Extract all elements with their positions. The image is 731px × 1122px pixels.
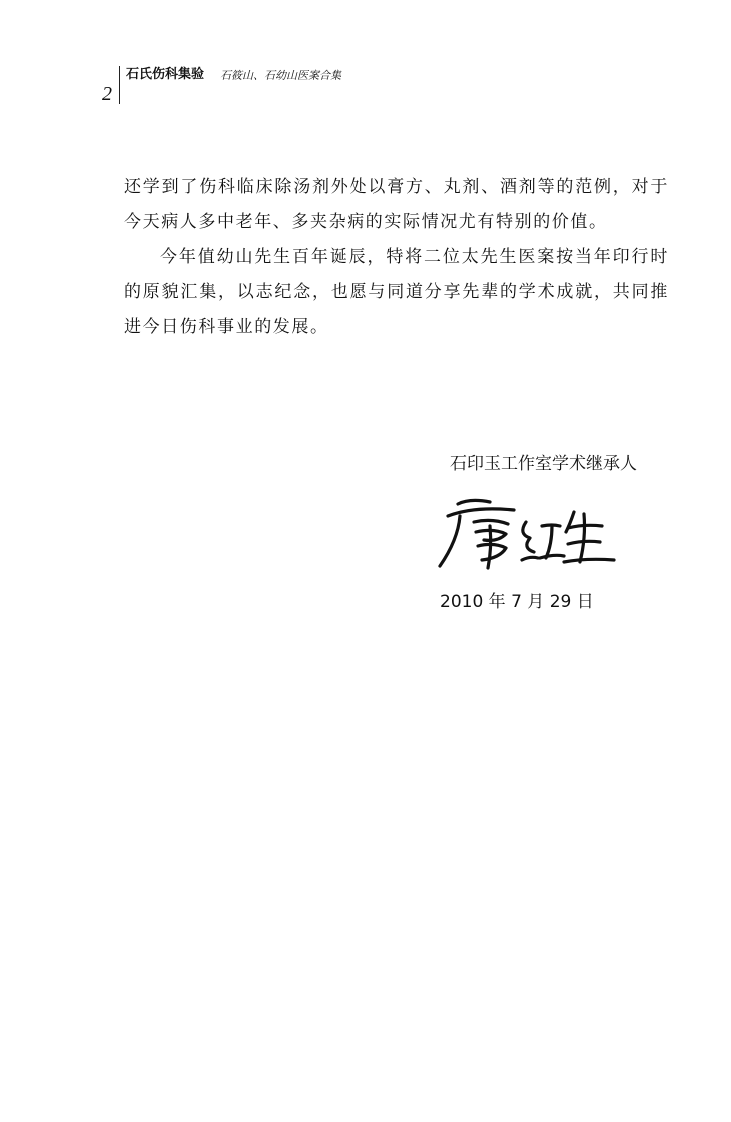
signature-date: 2010 年 7 月 29 日 [440, 592, 594, 612]
paragraph: 今年值幼山先生百年诞辰，特将二位太先生医案按当年印行时的原貌汇集，以志纪念，也愿与同道分享先辈的学术成就，共同推进今日伤科事业的发展。 [124, 247, 669, 337]
signer-title: 石印玉工作室学术继承人 [450, 454, 637, 474]
paragraph: 还学到了伤科临床除汤剂外处以膏方、丸剂、酒剂等的范例，对于今天病人多中老年、多夹杂病的实际情况尤有特别的价值。 [124, 177, 669, 232]
header-divider [119, 66, 120, 84]
book-title: 石氏伤科集验 [126, 67, 205, 82]
handwritten-signature [418, 488, 618, 578]
page-number: 2 [102, 83, 112, 105]
running-header [102, 62, 662, 106]
body-text [124, 170, 669, 345]
header-divider-lower [119, 84, 120, 104]
book-subtitle: 石筱山、石幼山医案合集 [220, 69, 341, 82]
